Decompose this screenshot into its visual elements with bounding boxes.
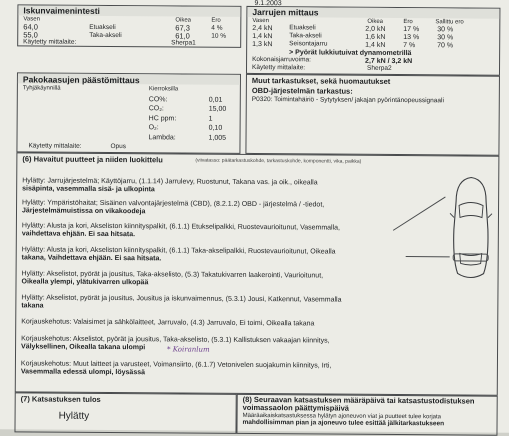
defect-1-line2: sisäpinta, vasemmalla sisä- ja ulkopinta bbox=[22, 185, 155, 194]
defect-2-line2: Järjestelmämuistissa on vikakoodeja bbox=[21, 207, 146, 216]
emission-o2-label: O₂: bbox=[148, 124, 159, 132]
shock-front-diff: 4 % bbox=[211, 24, 223, 32]
brake-col-diff: Ero bbox=[403, 19, 413, 26]
next-inspection-text2: mahdollisimman pian ja ajoneuvo tulee esittää jälkitarkastukseen bbox=[242, 418, 445, 428]
defect-4-line2: takana, Vaihdettava ehjään. Ei saa hitsata. bbox=[21, 254, 162, 263]
emission-o2-value: 0,10 bbox=[208, 124, 223, 132]
brake-device-label: Käytetty mittalaite: bbox=[251, 63, 306, 72]
defect-6-line1: Hylätty: Akselistot, pyörät ja jousitus, Jousitus ja iskunvaimennus, (5.3.1) Jousi, Katkennut, Vasemmalla bbox=[21, 294, 342, 304]
shock-col-right: Oikea bbox=[175, 17, 192, 24]
defect-8-line1: Korjauskehotus: Akselistot, pyörät ja jousitus, Taka-akselisto, (5.3.1) Kallistuksen vakaajan kiinnitys, bbox=[21, 335, 330, 345]
result-title: (7) Katsastuksen tulos bbox=[20, 394, 101, 404]
car-diagram bbox=[446, 173, 497, 283]
shock-front-left: 64,0 bbox=[23, 22, 38, 32]
defect-1-line1: Hylätty: Jarrujärjestelmä; Käyttöjarru, (1.1.14) Jarrulevy, Ruostunut, Takana vas. ja oik., oikealla bbox=[22, 177, 318, 187]
defects-title: (6) Havaitut puutteet ja niiden luokittelu bbox=[22, 154, 163, 165]
defect-7-line1: Korjauskehotus: Valaisimet ja sähkölaitteet, Jarruvalo, (4.3) Jarruvalo, Ei toimi, Oikealla takana bbox=[21, 318, 315, 328]
brake-front-left: 2,4 kN bbox=[252, 24, 273, 33]
emission-hc-value: 1 bbox=[208, 115, 213, 123]
rear-axle-marker bbox=[453, 253, 489, 261]
defect-3-line2: vaihdettava ehjään. Ei saa hitsata. bbox=[21, 230, 136, 239]
shock-rear-diff: 10 % bbox=[211, 32, 227, 40]
emission-lambda-label: Lambda: bbox=[148, 134, 176, 142]
emission-co-label: CO%: bbox=[148, 96, 168, 104]
defect-9-line2: Vasemmalla edessä ulompi, löysässä bbox=[20, 368, 146, 377]
brake-total-label: Kokonaisjarruvoima: bbox=[252, 55, 311, 64]
brake-test-title: Jarrujen mittaus bbox=[252, 6, 319, 18]
brake-front-allowed: 30 % bbox=[437, 26, 454, 34]
other-checks-title: Muut tarkastukset, sekä huomautukset bbox=[251, 75, 391, 86]
shock-col-diff: Ero bbox=[211, 17, 221, 24]
shock-front-right: 67,3 bbox=[175, 23, 190, 33]
defect-6-line2: takana bbox=[21, 302, 44, 310]
brake-park-left: 1,3 kN bbox=[252, 40, 273, 49]
report-date: 9.1.2003 bbox=[254, 0, 282, 8]
next-inspection-title: (8) Seuraavan katsastuksen määräpäivä tai katsastustodistuksen bbox=[242, 394, 475, 406]
emission-rpm-label: Kierroksilla bbox=[148, 86, 179, 93]
brake-device: Sherpa2 bbox=[366, 64, 392, 72]
brake-rear-allowed: 30 % bbox=[437, 34, 454, 42]
defect-2-line1: Hylätty: Ympäristöhaitat; Sisäinen valvontajärjestelmä (CBD), (8.2.1.2) OBD - järjestelmä / -tiedot, bbox=[22, 199, 325, 209]
emission-lambda-value: 1,005 bbox=[208, 134, 227, 142]
obd-title: OBD-järjestelmän tarkastus: bbox=[251, 85, 353, 96]
brake-note: > Pyörät lukkiutuivat dynamometrillä bbox=[289, 49, 412, 58]
result-value: Hylätty bbox=[58, 410, 90, 422]
next-inspection-text1: Määräaikaiskatsastuksessa hylätyn ajoneuvon viat ja puutteet tulee korjata bbox=[242, 412, 442, 421]
brake-front-diff: 17 % bbox=[403, 26, 420, 34]
emission-co2-value: 15,00 bbox=[208, 105, 227, 113]
shock-device: Sherpa1 bbox=[171, 39, 196, 47]
emission-co-value: 0,01 bbox=[208, 96, 223, 104]
brake-total: 2,7 kN / 3,2 kN bbox=[365, 57, 413, 66]
next-inspection-title2: voimassaolon päättymispäivä bbox=[242, 402, 349, 413]
defect-5-line1: Hylätty: Akselistot, pyörät ja jousitus, Taka-akselisto, (5.3) Takatukivarren laakerointi, Vaurioitunut, bbox=[21, 270, 324, 280]
brake-col-allowed: Sallittu ero bbox=[435, 19, 464, 26]
shock-test-title: Iskunvaimenintesti bbox=[23, 5, 100, 16]
brake-park-allowed: 70 % bbox=[437, 42, 454, 50]
emission-co2-label: CO₂: bbox=[148, 105, 164, 113]
brake-col-right: Oikea bbox=[367, 18, 384, 25]
brake-rear-diff: 13 % bbox=[403, 34, 420, 42]
defect-3-line1: Hylätty: Alusta ja kori, Akseliston kiinnityspalkit, (6.1.1) Etukselipalkki, Ruostevaurioitunut, Vasemmalla, bbox=[21, 222, 341, 232]
defect-5-line2: Oikealla ylempi, ylätukivarren ulkopää bbox=[21, 278, 149, 287]
defect-9-line1: Korjauskehotus: Muut laitteet ja varusteet, Voimansiirto, (6.1.7) Vetonivelen suojakumin kiinnitys, Irti, bbox=[20, 360, 332, 370]
brake-park-diff: 7 % bbox=[403, 42, 416, 50]
defect-4-line1: Hylätty: Alusta ja kori, Akseliston kiinnityspalkit, (6.1.1) Taka-akselipalkki, Ruostevaurioitunut, Oikealla bbox=[21, 246, 336, 256]
shock-col-left: Vasen bbox=[23, 16, 40, 23]
brake-front-label: Etuakseli bbox=[289, 24, 316, 32]
brake-rear-left: 1,4 kN bbox=[252, 32, 273, 41]
brake-park-right: 1,4 kN bbox=[365, 41, 386, 49]
brake-front-right: 2,0 kN bbox=[365, 25, 386, 33]
emission-hc-label: HC ppm: bbox=[148, 115, 177, 123]
brake-rear-label: Taka-akseli bbox=[289, 32, 322, 40]
shock-front-label: Etuakseli bbox=[89, 23, 116, 32]
brake-park-label: Seisontajarru bbox=[289, 40, 328, 48]
defects-subtitle: (viivatasso: päätarkastuskohde, tarkastuskohde, komponentti, vika, paikka) bbox=[195, 157, 362, 165]
handwritten-note: * Koiranlum bbox=[167, 345, 210, 354]
shock-rear-left: 55,0 bbox=[23, 30, 38, 40]
shock-device-label: Käytetty mittalaite: bbox=[23, 38, 77, 46]
brake-col-left: Vasen bbox=[252, 17, 269, 25]
brake-rear-right: 1,6 kN bbox=[365, 33, 386, 41]
emission-test-title: Pakokaasujen päästömittaus bbox=[22, 74, 140, 86]
obd-code: P0320: Toimintahäiriö - Sytytyksen/ jakajan pyörintänopeussignaali bbox=[251, 95, 444, 105]
defect-8-line2: Välyksellinen, Oikealla takana ulompi bbox=[21, 343, 146, 352]
emission-idle-label: Tyhjäkäynnillä bbox=[22, 85, 61, 92]
emission-device-label: Käytetty mittalaite: bbox=[28, 142, 82, 150]
shock-rear-right: 61,0 bbox=[175, 31, 190, 41]
emission-device: Opus bbox=[110, 142, 127, 151]
shock-rear-label: Taka-akseli bbox=[89, 31, 122, 40]
